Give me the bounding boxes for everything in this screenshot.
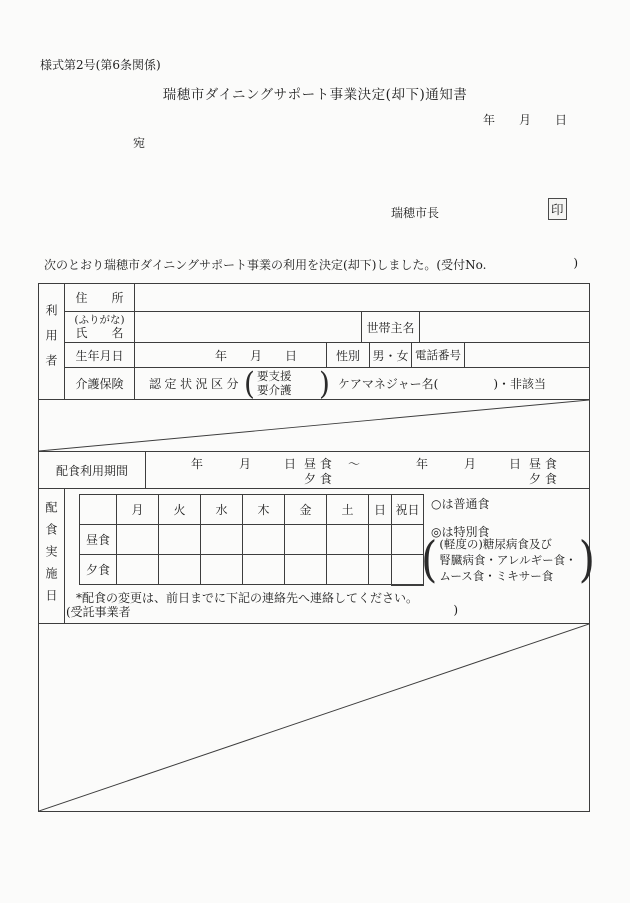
issue-date-day-label: 日 <box>555 113 568 127</box>
address-value-cell[interactable] <box>135 284 589 311</box>
change-notice-note: *配食の変更は、前日までに下記の連絡先へ連絡してください。 <box>76 591 419 605</box>
issue-date-year-label: 年 <box>483 113 496 127</box>
dinner-tue-cell[interactable] <box>159 555 201 585</box>
sex-options[interactable]: 男・女 <box>369 343 411 367</box>
legend-detail-lines <box>439 536 576 584</box>
period-start-year-label: 年 <box>191 457 204 471</box>
period-end-day-label: 日 <box>509 457 522 471</box>
address-label: 住 所 <box>65 284 135 311</box>
furigana-label: (ふりがな) <box>74 314 125 326</box>
legend-line-2: 腎臓病食・アレルギー食・ <box>439 553 577 567</box>
mayor-label: 瑞穂市長 <box>391 206 440 220</box>
birth-day-label: 日 <box>285 348 298 363</box>
dinner-sat-cell[interactable] <box>327 555 369 585</box>
birthdate-label: 生年月日 <box>65 343 135 367</box>
dinner-row-label: 夕食 <box>80 555 117 585</box>
cert-close-paren: ) <box>318 364 330 402</box>
cert-options <box>257 370 317 397</box>
birthdate-row <box>65 342 589 367</box>
address-row <box>65 284 589 311</box>
lunch-tue-cell[interactable] <box>159 525 201 555</box>
care-insurance-label: 介護保険 <box>65 368 135 399</box>
care-insurance-row <box>65 364 589 402</box>
intro-sentence <box>44 256 578 273</box>
schedule-section-header <box>39 489 65 623</box>
legend-special-meal: ◎は特別食 <box>431 525 490 539</box>
name-label: 氏 名 <box>75 326 124 340</box>
lunch-row-label: 昼食 <box>80 525 117 555</box>
dinner-holiday-cell[interactable] <box>392 555 424 585</box>
dinner-row <box>80 555 424 585</box>
day-sun: 日 <box>369 495 392 525</box>
name-value-cell[interactable] <box>135 312 361 342</box>
meal-schedule-block <box>39 488 596 623</box>
lunch-thu-cell[interactable] <box>243 525 285 555</box>
crossed-out-cell-top <box>39 399 589 451</box>
period-end-month-label: 月 <box>464 457 477 471</box>
issue-date-month-label: 月 <box>519 113 532 127</box>
user-section-label: 利用者 <box>44 304 58 379</box>
intro-close-paren: ) <box>573 256 578 270</box>
lunch-row <box>80 525 424 555</box>
day-tue: 火 <box>159 495 201 525</box>
household-head-label: 世帯主名 <box>361 312 419 342</box>
period-tilde: ～ <box>348 457 361 471</box>
birthdate-value-cell[interactable] <box>135 343 326 367</box>
crossed-out-cell-bottom <box>39 623 589 811</box>
care-manager-label: ケアマネジャー名( <box>337 377 439 391</box>
main-form-table <box>38 283 596 812</box>
period-start-dinner-label: 夕 食 <box>304 472 332 486</box>
legend-open-paren: ( <box>421 531 438 588</box>
phone-label: 電話番号 <box>411 343 464 367</box>
schedule-section-label: 配食実施日 <box>44 501 58 611</box>
diagonal-line <box>39 400 589 451</box>
meal-period-value-cell[interactable] <box>146 452 589 488</box>
legend-normal-meal: ○は普通食 <box>431 497 490 511</box>
diagonal-line <box>39 624 589 811</box>
period-end-lunch-label: 昼 食 <box>529 457 557 471</box>
sex-label: 性別 <box>326 343 369 367</box>
legend-line-3: ムース食・ミキサー食 <box>439 569 554 583</box>
lunch-wed-cell[interactable] <box>201 525 243 555</box>
day-wed: 水 <box>201 495 243 525</box>
corner-cell <box>80 495 117 525</box>
certification-status-label: 認定状況区分 <box>149 377 243 391</box>
phone-value-cell[interactable] <box>464 343 589 367</box>
lunch-mon-cell[interactable] <box>117 525 159 555</box>
intro-text: 次のとおり瑞穂市ダイニングサポート事業の利用を決定(却下)しました。(受付No. <box>44 258 487 272</box>
day-mon: 月 <box>117 495 159 525</box>
period-start-day-label: 日 <box>284 457 297 471</box>
lunch-holiday-cell[interactable] <box>392 525 424 555</box>
cert-support-option: 要支援 <box>256 369 292 383</box>
dinner-mon-cell[interactable] <box>117 555 159 585</box>
contractor-label: (受託事業者 <box>66 605 131 619</box>
dinner-wed-cell[interactable] <box>201 555 243 585</box>
lunch-fri-cell[interactable] <box>285 525 327 555</box>
weekday-schedule-table <box>79 494 424 586</box>
day-thu: 木 <box>243 495 285 525</box>
care-insurance-value-cell[interactable] <box>135 364 589 402</box>
care-manager-close: )・非該当 <box>493 377 547 391</box>
meal-period-row <box>39 451 589 488</box>
day-sat: 土 <box>327 495 369 525</box>
household-head-value-cell[interactable] <box>419 312 589 342</box>
seal-stamp-box: 印 <box>548 198 567 220</box>
weekday-header-row <box>80 495 424 525</box>
name-row <box>65 311 589 342</box>
legend-line-1: (軽度の)糖尿病食及び <box>439 537 552 551</box>
contractor-close-paren: ) <box>453 603 458 617</box>
period-end-year-label: 年 <box>416 457 429 471</box>
cert-open-paren: ( <box>244 364 255 402</box>
meal-period-label: 配食利用期間 <box>39 452 146 488</box>
period-start-lunch-label: 昼 食 <box>304 457 332 471</box>
period-end-dinner-label: 夕 食 <box>529 472 557 486</box>
day-fri: 金 <box>285 495 327 525</box>
dinner-fri-cell[interactable] <box>285 555 327 585</box>
day-holiday: 祝日 <box>392 495 424 525</box>
dinner-sun-cell[interactable] <box>369 555 392 585</box>
lunch-sat-cell[interactable] <box>327 525 369 555</box>
lunch-sun-cell[interactable] <box>369 525 392 555</box>
birth-year-label: 年 <box>215 348 228 363</box>
addressee-label: 宛 <box>133 136 146 150</box>
user-info-block <box>39 284 589 402</box>
contractor-line <box>66 603 458 620</box>
form-number: 様式第2号(第6条関係) <box>40 58 161 72</box>
cert-care-option: 要介護 <box>256 382 292 397</box>
birth-month-label: 月 <box>250 348 263 363</box>
name-label-cell <box>65 312 135 342</box>
dinner-thu-cell[interactable] <box>243 555 285 585</box>
legend-close-paren: ) <box>578 531 596 588</box>
page-title: 瑞穂市ダイニングサポート事業決定(却下)通知書 <box>162 87 468 103</box>
issue-date <box>483 111 567 128</box>
period-start-month-label: 月 <box>239 457 252 471</box>
user-section-header <box>39 284 65 399</box>
